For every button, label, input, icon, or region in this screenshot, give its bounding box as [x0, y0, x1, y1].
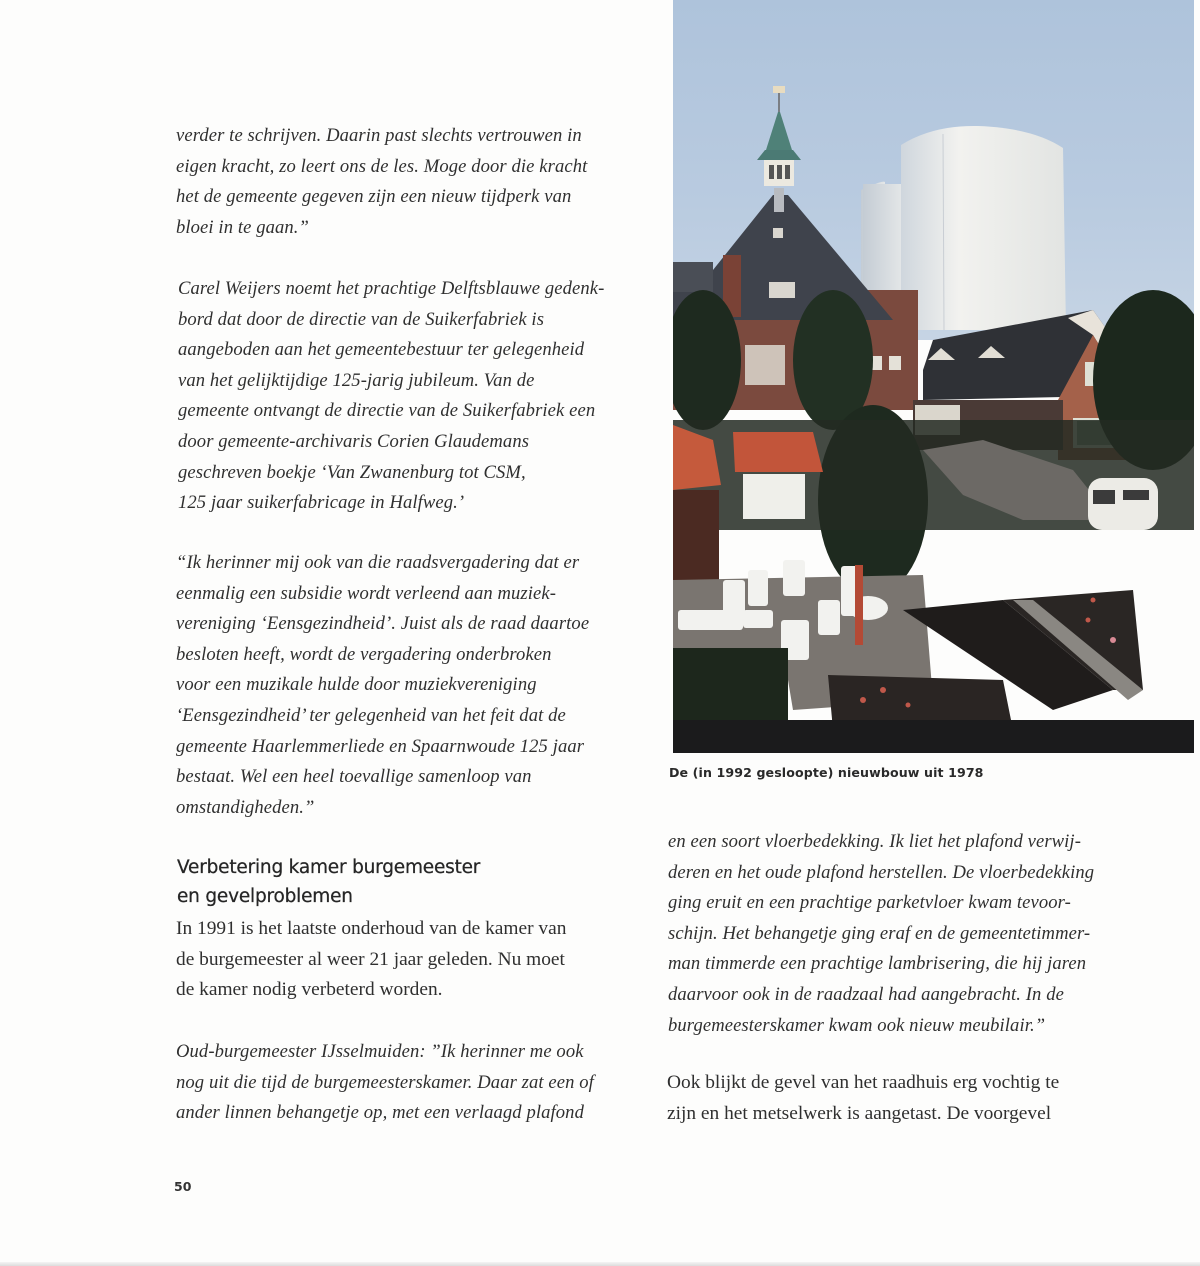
quote-continued-paragraph: [668, 827, 1094, 1041]
text-line: bord dat door de directie van de Suikerfabriek is: [178, 308, 545, 330]
text-line: voor een muzikale hulde door muziekvereniging: [176, 674, 537, 696]
weijers-paragraph: [178, 274, 604, 519]
raadsvergadering-quote: [176, 548, 589, 823]
text-line: gemeente ontvangt de directie van de Suikerfabriek een: [178, 400, 596, 422]
text-line: gemeente Haarlemmerliede en Spaarnwoude 125 jaar: [176, 735, 585, 757]
text-line: nog uit die tijd de burgemeesterskamer. Daar zat een of: [176, 1071, 594, 1093]
caravan: [1088, 478, 1158, 530]
heading-line: Verbetering kamer burgemeester: [177, 857, 481, 878]
text-line: bestaat. Wel een heel toevallige samenloop van: [176, 766, 532, 788]
page-bottom-edge: [0, 1262, 1200, 1266]
text-line: van het gelijktijdige 125-jarig jubileum. Van de: [178, 369, 535, 391]
text-line: man timmerde een prachtige lambrisering, die hij jaren: [668, 953, 1087, 975]
text-line: daarvoor ook in de raadzaal had aangebracht. In de: [668, 983, 1064, 1005]
text-line: In 1991 is het laatste onderhoud van de kamer van: [176, 918, 567, 939]
text-line: de burgemeester al weer 21 jaar geleden. Nu moet: [176, 948, 565, 970]
photo-garden-sugar-factory: [673, 0, 1194, 753]
text-line: bloei in te gaan.”: [176, 216, 309, 238]
text-line: aangeboden aan het gemeentebestuur ter gelegenheid: [178, 339, 585, 361]
parasol: [855, 565, 863, 645]
heading-line: en gevelproblemen: [177, 886, 353, 907]
quote-end-paragraph: [176, 121, 587, 243]
text-line: besloten heeft, wordt de vergadering onderbroken: [176, 643, 552, 665]
text-line: Ook blijkt de gevel van het raadhuis erg vochtig te: [667, 1072, 1060, 1093]
text-line: deren en het oude plafond herstellen. De vloerbedekking: [668, 861, 1095, 883]
photo-caption: De (in 1992 gesloopte) nieuwbouw uit 1978: [669, 765, 984, 780]
text-line: 125 jaar suikerfabricage in Halfweg.’: [178, 492, 465, 514]
text-line: “Ik herinner mij ook van die raadsvergadering dat er: [176, 552, 580, 573]
text-line: en een soort vloerbedekking. Ik liet het plafond verwij-: [668, 831, 1081, 852]
text-line: burgemeesterskamer kwam ook nieuw meubilair.”: [668, 1014, 1046, 1036]
text-line: zijn en het metselwerk is aangetast. De voorgevel: [667, 1102, 1052, 1124]
text-line: eigen kracht, zo leert ons de les. Moge door die kracht: [176, 155, 588, 177]
text-line: ging eruit en een prachtige parketvloer kwam tevoor-: [668, 892, 1071, 914]
text-line: Oud-burgemeester IJsselmuiden: ”Ik herinner me ook: [176, 1041, 584, 1062]
text-line: verder te schrijven. Daarin past slechts vertrouwen in: [176, 125, 582, 146]
gevel-paragraph: [667, 1068, 1059, 1129]
section-heading: [177, 853, 480, 911]
text-line: door gemeente-archivaris Corien Glaudemans: [178, 430, 530, 452]
text-line: eenmalig een subsidie wordt verleend aan muziek-: [176, 582, 557, 604]
section-body-paragraph: [176, 914, 566, 1006]
text-line: het de gemeente gegeven zijn een nieuw tijdperk van: [176, 186, 572, 208]
text-line: schijn. Het behangetje ging eraf en de gemeentetimmer-: [668, 922, 1091, 944]
text-line: de kamer nodig verbeterd worden.: [176, 979, 443, 1001]
ijsselmuiden-quote: [176, 1037, 594, 1129]
page-number: 50: [174, 1179, 192, 1194]
photo-illustration: [673, 0, 1194, 753]
text-line: geschreven boekje ‘Van Zwanenburg tot CSM,: [178, 461, 526, 483]
text-line: omstandigheden.”: [176, 796, 315, 818]
text-line: ander linnen behangetje op, met een verlaagd plafond: [176, 1102, 584, 1124]
text-line: Carel Weijers noemt het prachtige Delftsblauwe gedenk-: [178, 278, 605, 299]
text-line: vereniging ‘Eensgezindheid’. Juist als de raad daartoe: [176, 613, 590, 635]
text-line: ‘Eensgezindheid’ ter gelegenheid van het feit dat de: [176, 704, 566, 726]
